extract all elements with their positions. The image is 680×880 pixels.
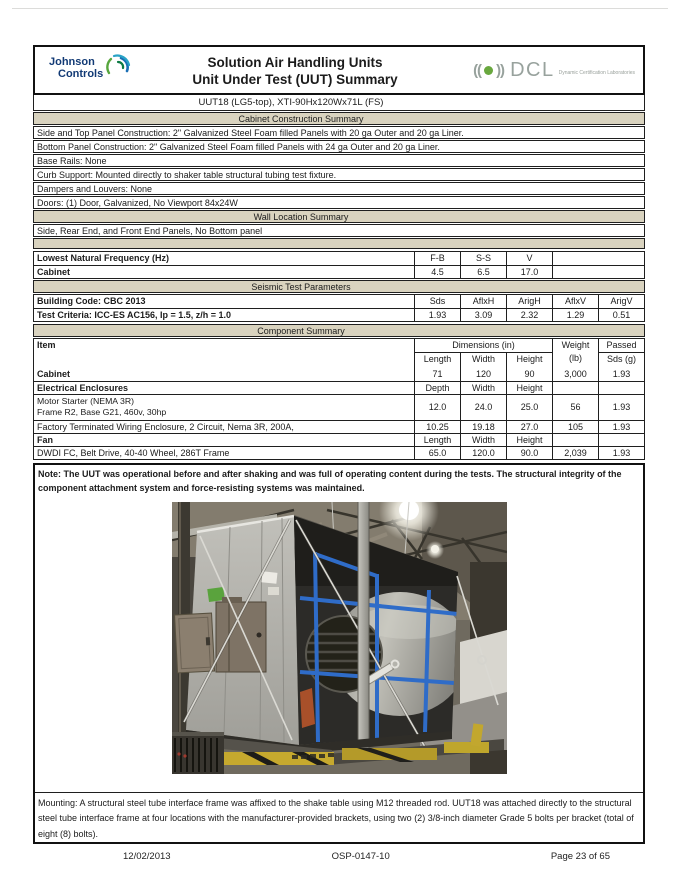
cell-length: 65.0 [414, 447, 460, 459]
seismic-value-arigv: 0.51 [598, 309, 644, 321]
empty-cell [552, 252, 644, 265]
section-header-component-summary: Component Summary [33, 324, 645, 337]
page-title-line2: Unit Under Test (UUT) Summary [192, 72, 398, 87]
cabinet-row-doors: Doors: (1) Door, Galvanized, No Viewport 84x24W [33, 196, 645, 209]
dimensions-height: Height [506, 353, 552, 368]
note-photo-mounting-box [33, 463, 645, 844]
empty-cell [598, 434, 644, 446]
cabinet-row-base-rails: Base Rails: None [33, 154, 645, 167]
dimensions-length: Length [423, 354, 452, 364]
component-col-weight [552, 339, 598, 368]
row-label-line2: Frame R2, Base G21, 460v, 30hp [37, 407, 167, 417]
cell-width: 24.0 [460, 395, 506, 420]
dcl-paren-open: (( [473, 61, 482, 79]
cell-length: 71 [414, 368, 460, 381]
row-label-line1: Motor Starter (NEMA 3R) [37, 396, 135, 406]
row-label: DWDI FC, Belt Drive, 40-40 Wheel, 286T Frame [37, 448, 230, 458]
seismic-header-row [34, 295, 644, 308]
frequency-value-fb: 4.5 [414, 266, 460, 278]
seismic-value-arigh: 2.32 [506, 309, 552, 321]
cell-passed: 1.93 [598, 421, 644, 433]
seismic-col-aflxv: AflxV [552, 295, 598, 308]
frequency-label: Lowest Natural Frequency (Hz) [37, 253, 170, 263]
footer-date: 12/02/2013 [123, 851, 171, 862]
row-label: Fan [37, 435, 54, 445]
seismic-table [33, 294, 645, 322]
uut-photo [172, 502, 507, 774]
cell-weight: 2,039 [552, 447, 598, 459]
weight-unit: (lb) [569, 353, 582, 363]
page-title-line1: Solution Air Handling Units [207, 55, 383, 70]
component-table [33, 338, 645, 460]
frequency-col-v: V [506, 252, 552, 265]
logo-text-line1: Johnson [49, 56, 95, 68]
seismic-col-sds: Sds [414, 295, 460, 308]
component-row-motor-starter [34, 394, 644, 420]
cell-weight: 105 [552, 421, 598, 433]
component-row-wiring-enclosure [34, 420, 644, 433]
seismic-value-aflxh: 3.09 [460, 309, 506, 321]
cell-height: 27.0 [506, 421, 552, 433]
dcl-green-dot-icon [484, 66, 493, 75]
dimensions-header: Dimensions (in) [415, 339, 552, 353]
empty-cell [552, 434, 598, 446]
section-header-cabinet-construction: Cabinet Construction Summary [33, 112, 645, 125]
dimensions-subheaders [415, 353, 552, 368]
page-footer [33, 851, 645, 862]
seismic-col-arigv: ArigV [598, 295, 644, 308]
cell-width-hdr: Width [460, 434, 506, 446]
report-header [33, 45, 645, 95]
frequency-value-v: 17.0 [506, 266, 552, 278]
seismic-col-arigh: ArigH [506, 295, 552, 308]
cell-width-hdr: Width [460, 382, 506, 394]
component-col-dimensions [414, 339, 552, 368]
cabinet-row-dampers-louvers: Dampers and Louvers: None [33, 182, 645, 195]
footer-doc-number: OSP-0147-10 [331, 851, 390, 862]
cell-weight: 56 [552, 395, 598, 420]
empty-cell [598, 382, 644, 394]
seismic-value-aflxv: 1.29 [552, 309, 598, 321]
seismic-test-criteria: Test Criteria: ICC-ES AC156, Ip = 1.5, z/h = 1.0 [37, 310, 232, 320]
cabinet-row-bottom-panel: Bottom Panel Construction: 2" Galvanized Steel Foam filled Panels with 24 ga Outer and 20 ga Liner. [33, 140, 645, 153]
seismic-col-aflxh: AflxH [460, 295, 506, 308]
row-label: Factory Terminated Wiring Enclosure, 2 Circuit, Nema 3R, 200A, [37, 422, 294, 432]
empty-cell [552, 382, 598, 394]
component-row-dwdi-fan [34, 446, 644, 459]
note-text: Note: The UUT was operational before and after shaking and was full of operating content during the tests. The structural integrity of the component attachment system and force-resisting systems was maintained. [38, 469, 622, 493]
frequency-row-label: Cabinet [37, 267, 71, 277]
dcl-paren-close: )) [496, 61, 505, 79]
component-col-item: Item [37, 340, 56, 350]
dcl-wordmark: DCL [510, 59, 555, 81]
mounting-text: Mounting: A structural steel tube interface frame was affixed to the shake table using M12 threaded rod. UUT18 was attached directly to the structural steel tube interface frame at four locations with the manufacturer-provided brackets, using two (2) 3/8-inch diameter Grade 5 bolts per bracket (total of eight (8) bolts). [35, 792, 643, 843]
frequency-value-row [34, 265, 644, 278]
weight-header: Weight [561, 340, 590, 350]
frequency-table [33, 251, 645, 279]
cell-length: 12.0 [414, 395, 460, 420]
cell-width: 120 [460, 368, 506, 381]
passed-unit: Sds (g) [606, 354, 636, 364]
dimensions-width: Width [460, 353, 506, 368]
frequency-col-fb: F-B [414, 252, 460, 265]
photo-area [35, 495, 643, 792]
dcl-tagline: Dynamic Certification Laboratories [558, 70, 635, 76]
cell-width: 120.0 [460, 447, 506, 459]
frequency-value-ss: 6.5 [460, 266, 506, 278]
cell-width: 19.18 [460, 421, 506, 433]
footer-page-number: Page 23 of 65 [550, 851, 610, 862]
frequency-col-ss: S-S [460, 252, 506, 265]
cell-depth-hdr: Depth [414, 382, 460, 394]
report-sheet [33, 45, 645, 862]
section-header-wall-location: Wall Location Summary [33, 210, 645, 223]
seismic-building-code: Building Code: CBC 2013 [37, 296, 146, 306]
cell-height: 90 [506, 368, 552, 381]
row-label: Cabinet [37, 369, 71, 379]
row-label [34, 395, 414, 420]
spacer-band [33, 238, 645, 249]
component-col-passed [598, 339, 644, 368]
cabinet-row-side-top-panel: Side and Top Panel Construction: 2" Galvanized Steel Foam filled Panels with 20 ga Outer and 20 ga Liner. [33, 126, 645, 139]
cell-height: 25.0 [506, 395, 552, 420]
seismic-value-sds: 1.93 [414, 309, 460, 321]
scan-edge-line [12, 8, 668, 9]
cell-passed: 1.93 [598, 395, 644, 420]
section-header-seismic: Seismic Test Parameters [33, 280, 645, 293]
wall-location-row: Side, Rear End, and Front End Panels, No Bottom panel [33, 224, 645, 237]
cell-height: 90.0 [506, 447, 552, 459]
component-row-electrical-enclosures [34, 381, 644, 394]
logo-text-line2: Controls [58, 68, 104, 80]
seismic-value-row [34, 308, 644, 321]
row-label: Electrical Enclosures [37, 383, 129, 393]
passed-header: Passed [599, 339, 644, 353]
frequency-header-row [34, 252, 644, 265]
cell-length: 10.25 [414, 421, 460, 433]
uut-identifier-row: UUT18 (LG5-top), XTI-90Hx120Wx71L (FS) [33, 95, 645, 111]
cell-height-hdr: Height [506, 382, 552, 394]
component-table-head [34, 339, 644, 368]
component-row-cabinet [34, 368, 644, 381]
empty-cell [552, 266, 644, 278]
cell-passed: 1.93 [598, 447, 644, 459]
cabinet-row-curb-support: Curb Support: Mounted directly to shaker table structural tubing test fixture. [33, 168, 645, 181]
cell-weight: 3,000 [552, 368, 598, 381]
component-row-fan [34, 433, 644, 446]
cell-length-hdr: Length [414, 434, 460, 446]
cell-passed: 1.93 [598, 368, 644, 381]
dcl-logo [473, 60, 635, 80]
cell-height-hdr: Height [506, 434, 552, 446]
